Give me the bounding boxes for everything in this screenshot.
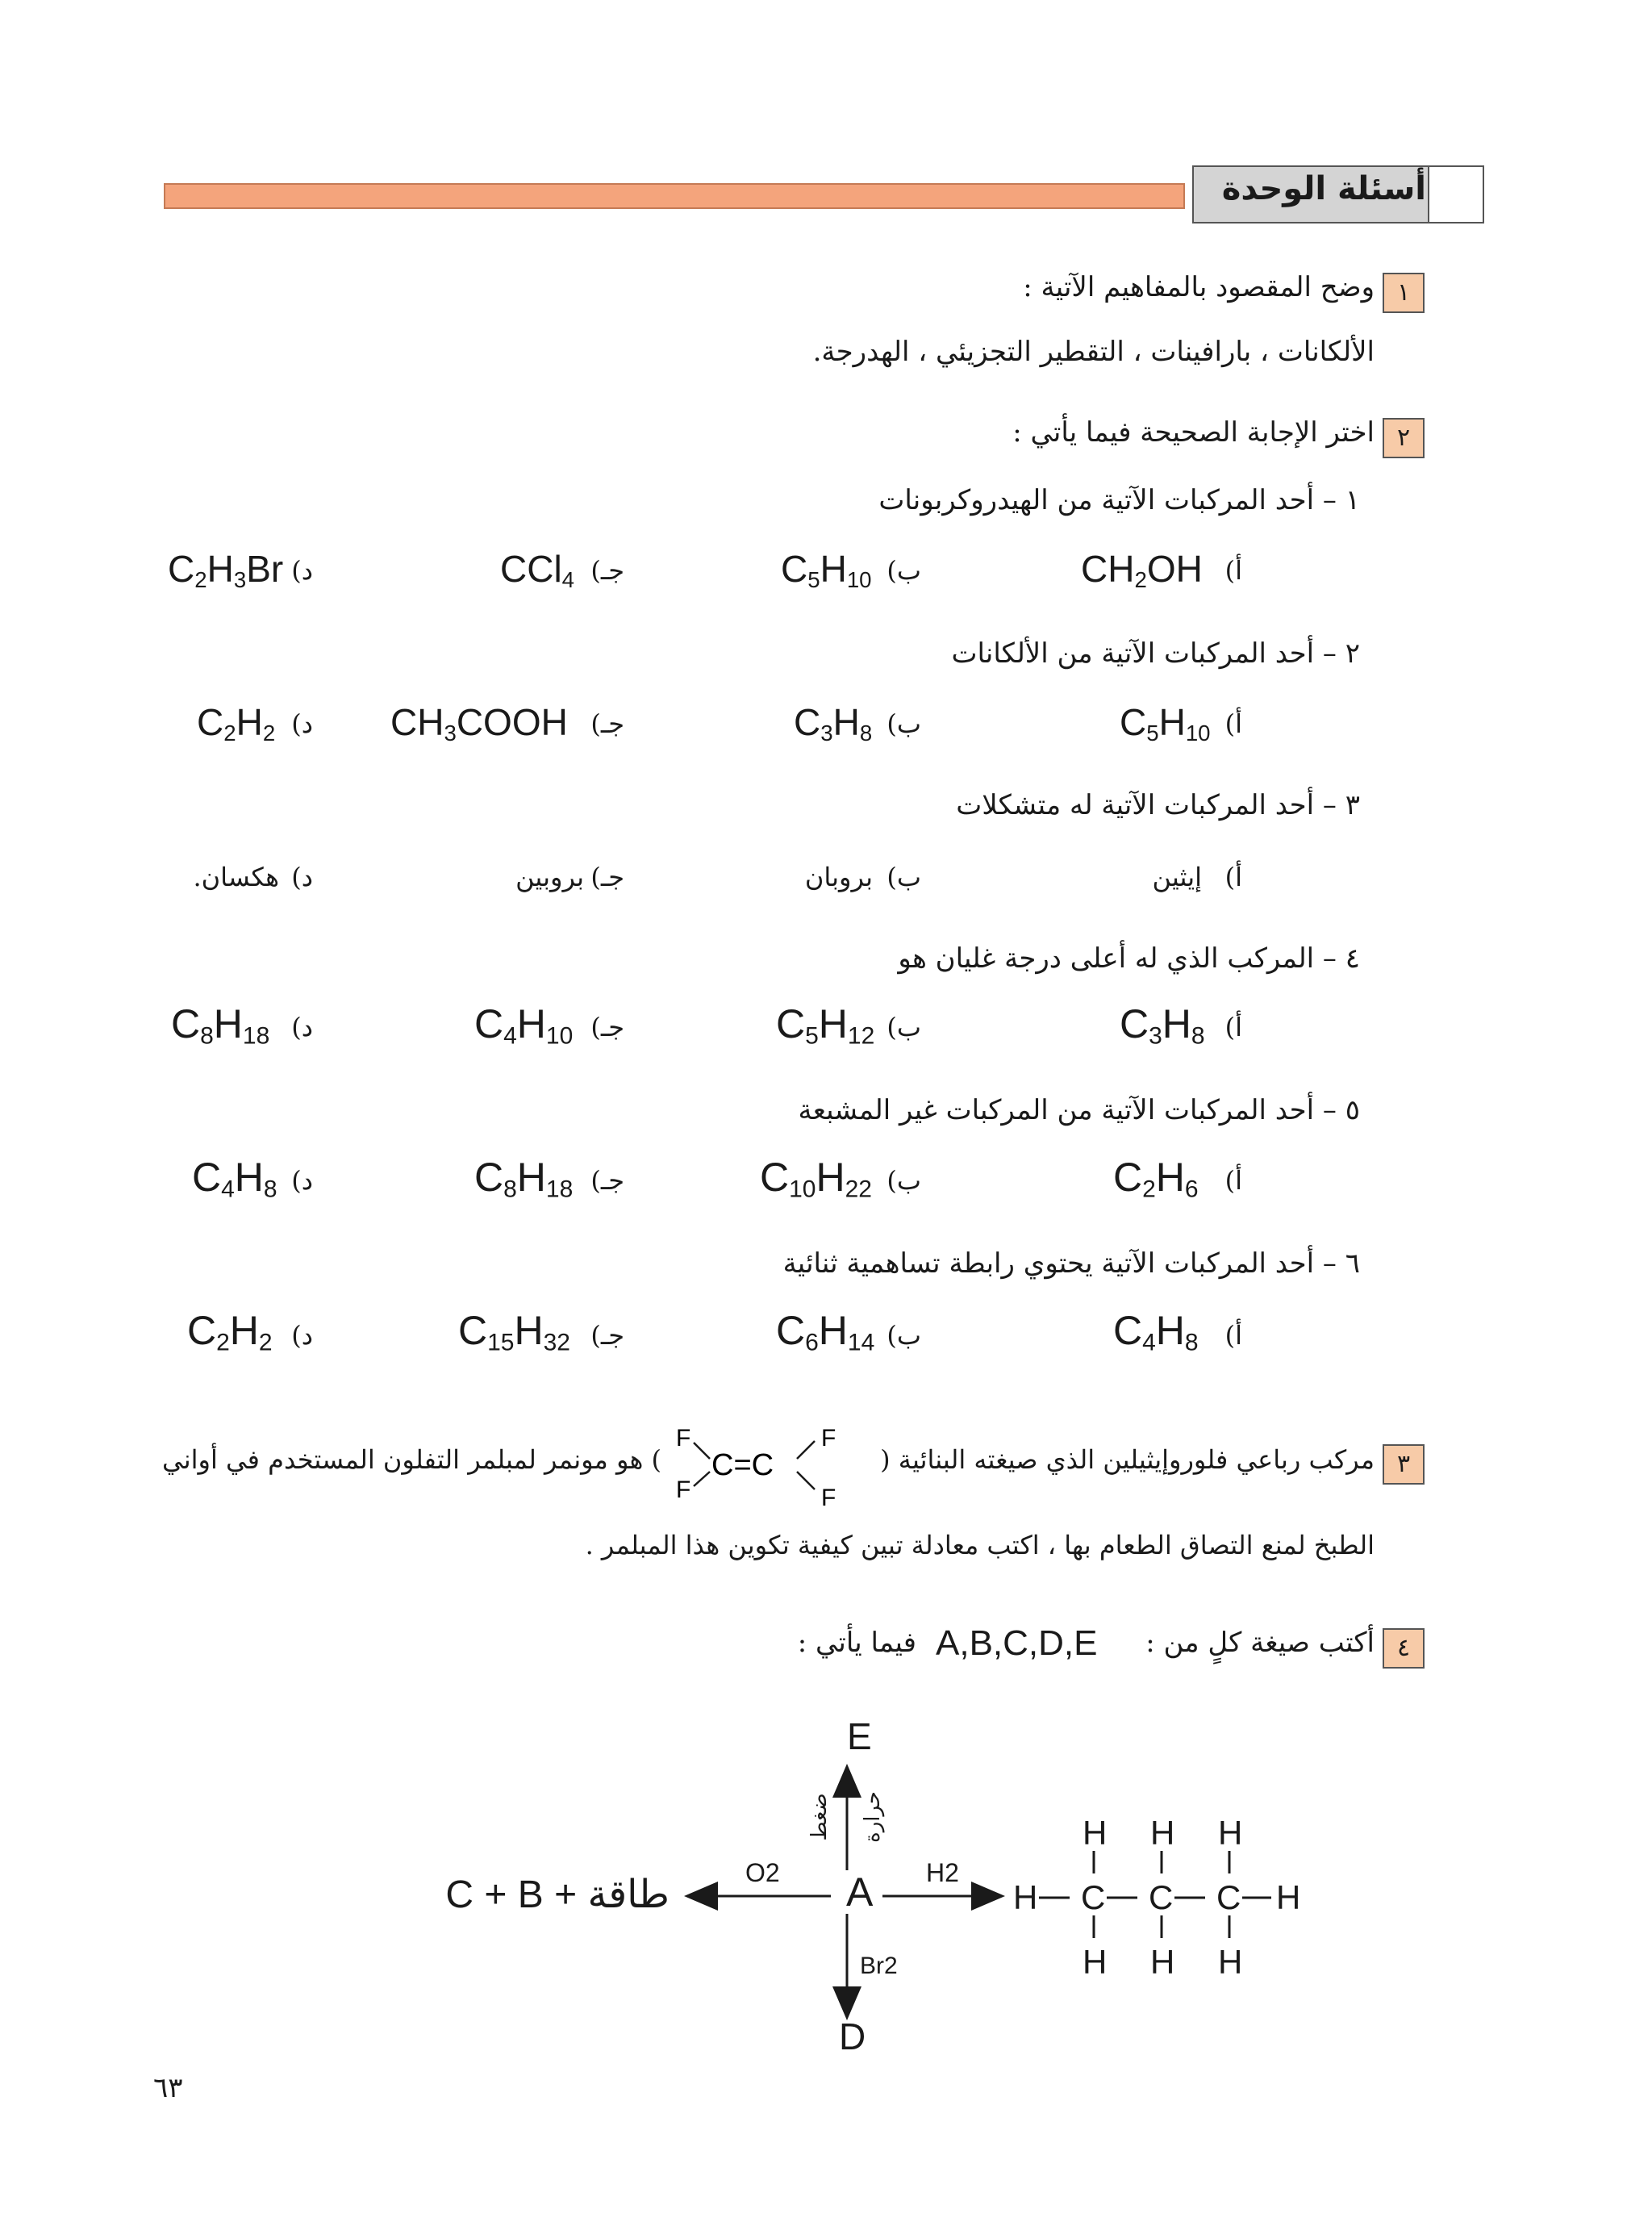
option-c-formula: CCl$_4$ [500, 548, 575, 592]
q4-prompt-a: أكتب صيغة كلٍ من : [1145, 1627, 1375, 1659]
q4-letters: A,B,C,D,E [936, 1623, 1098, 1663]
option-c-letter: جـ) [590, 1012, 624, 1042]
option-d-letter: د) [291, 862, 313, 892]
option-d-formula: $C_2H_2$ [197, 701, 276, 746]
q2-prompt: اختر الإجابة الصحيحة فيما يأتي : [1012, 416, 1375, 449]
hydrogen-atom: H [1150, 1814, 1175, 1852]
option-b-letter: ب) [886, 1320, 921, 1351]
carbon-atom: C [1149, 1878, 1174, 1916]
header-bar [164, 183, 1185, 209]
hydrogen-atom: H [1276, 1878, 1301, 1916]
fluorine-atom-bottom-right: F [821, 1485, 836, 1511]
option-c-formula: $C_{15}H_{32}$ [458, 1308, 570, 1356]
conditions-label [807, 1793, 832, 1840]
option-d-text: هكسان. [193, 862, 279, 892]
fluorine-atom-bottom-left: F [676, 1477, 691, 1503]
q2-item3-stem: ٣ – أحد المركبات الآتية له متشكلات [956, 789, 1360, 821]
option-b-letter: ب) [886, 708, 921, 739]
option-b-letter: ب) [886, 1165, 921, 1196]
option-a-letter: أ) [1224, 1012, 1242, 1042]
option-d-letter: د) [291, 555, 313, 586]
option-a-letter: أ) [1224, 862, 1242, 892]
option-a-formula: $CH_2OH$ [1081, 548, 1203, 592]
option-c-formula: $C_4H_{10}$ [474, 1001, 574, 1050]
page-title: أسئلة الوحدة [1221, 170, 1426, 207]
hydrogen-atom: H [1083, 1814, 1108, 1852]
q3-text-part-a: مركب رباعي فلوروإيثيلين الذي صيغته البنائية ( [880, 1444, 1375, 1475]
option-b-letter: ب) [886, 862, 921, 892]
pressure-label: ضغط [807, 1793, 832, 1841]
bond-line [797, 1472, 815, 1489]
q2-item6-stem: ٦ – أحد المركبات الآتية يحتوي رابطة تساهمية ثنائية [782, 1247, 1360, 1280]
hydrogen-reagent: H2 [926, 1858, 959, 1887]
tetrafluoroethylene-structure [661, 1417, 863, 1514]
compound-a: A [846, 1869, 874, 1915]
bond-line [694, 1443, 710, 1459]
option-d-letter: د) [291, 1012, 313, 1042]
q2-item2-stem: ٢ – أحد المركبات الآتية من الألكانات [951, 637, 1360, 670]
carbon-atom: C [1081, 1878, 1106, 1916]
option-d-letter: د) [291, 1320, 313, 1351]
heat-label: حرارة [861, 1791, 885, 1843]
bromine-reagent: Br2 [860, 1953, 898, 1979]
q3-line2: الطبخ لمنع التصاق الطعام بها ، اكتب معادلة تبين كيفية تكوين هذا المبلمر . [585, 1530, 1375, 1560]
option-a-text: إيثين [1152, 862, 1202, 892]
option-b-formula: $C_5H_{12}$ [776, 1001, 875, 1050]
option-c-text: بروبين [515, 862, 584, 892]
option-b-letter: ب) [886, 1012, 921, 1042]
option-b-letter: ب) [886, 555, 921, 586]
option-c-letter: جـ) [590, 708, 624, 739]
question-number-3: ٣ [1383, 1444, 1425, 1485]
question-number-4: ٤ [1383, 1628, 1425, 1669]
hydrogen-atom: H [1218, 1943, 1243, 1981]
question-number-1: ١ [1383, 273, 1425, 313]
q2-item4-stem: ٤ – المركب الذي له أعلى درجة غليان هو [898, 942, 1360, 975]
option-a-formula: $C_5H_{10}$ [1120, 701, 1211, 746]
q3-text-part-b: ) هو مونمر لمبلمر التفلون المستخدم في أواني [162, 1444, 661, 1475]
option-c-letter: جـ) [590, 1165, 624, 1196]
propane-structure [1013, 1814, 1300, 1981]
option-d-letter: د) [291, 708, 313, 739]
option-a-letter: أ) [1224, 555, 1242, 586]
q4-prompt-b: فيما يأتي : [797, 1627, 916, 1659]
q1-prompt: وضح المقصود بالمفاهيم الآتية : [1023, 271, 1375, 303]
q2-item5-stem: ٥ – أحد المركبات الآتية من المركبات غير المشبعة [798, 1094, 1360, 1126]
q2-item1-stem: ١ – أحد المركبات الآتية من الهيدروكربونات [878, 484, 1360, 516]
option-a-formula: $C_2H_6$ [1113, 1155, 1199, 1203]
option-c-letter: جـ) [590, 555, 624, 586]
option-a-letter: أ) [1224, 708, 1242, 739]
double-bond-formula: C=C [711, 1448, 774, 1482]
q1-concepts: الألكانات ، بارافينات ، التقطير التجزيئي ، الهدرجة. [812, 336, 1375, 368]
question-number-2: ٢ [1383, 418, 1425, 458]
option-c-formula: $CH_3COOH$ [390, 701, 568, 746]
bond-line [797, 1441, 815, 1459]
option-b-formula: $C_5H_{10}$ [781, 548, 872, 592]
compound-e: E [847, 1715, 872, 1757]
option-d-formula: $C_2H_2$ [187, 1308, 273, 1356]
hydrogen-atom: H [1218, 1814, 1243, 1852]
hydrogen-atom: H [1013, 1878, 1038, 1916]
fluorine-atom-top-right: F [821, 1425, 836, 1452]
conditions-label [861, 1791, 885, 1843]
option-c-letter: جـ) [590, 862, 624, 892]
combustion-products: C + B + طاقة [445, 1873, 670, 1916]
hydrogen-atom: H [1083, 1943, 1108, 1981]
option-a-letter: أ) [1224, 1320, 1242, 1351]
option-d-formula: $C_2H_3Br$ [168, 548, 284, 592]
hydrogen-atom: H [1150, 1943, 1175, 1981]
option-b-formula: $C_{10}H_{22}$ [760, 1155, 872, 1203]
option-a-formula: $C_4H_8$ [1113, 1308, 1199, 1356]
option-c-formula: $C_8H_{18}$ [474, 1155, 574, 1203]
fluorine-atom-top-left: F [676, 1425, 691, 1452]
page-number: ٦٣ [153, 2072, 183, 2104]
option-b-formula: $C_3H_8$ [794, 701, 873, 746]
option-d-formula: $C_4H_8$ [192, 1155, 277, 1203]
option-a-letter: أ) [1224, 1165, 1242, 1196]
oxygen-reagent: O2 [745, 1858, 780, 1887]
option-a-formula: $C_3H_8$ [1120, 1001, 1205, 1050]
option-d-formula: $C_8H_{18}$ [171, 1001, 270, 1050]
reaction-diagram [403, 1702, 1371, 2074]
option-b-text: بروبان [804, 862, 873, 892]
carbon-atom: C [1216, 1878, 1241, 1916]
option-c-letter: جـ) [590, 1320, 624, 1351]
option-b-formula: $C_6H_{14}$ [776, 1308, 875, 1356]
title-corner-box [1428, 165, 1484, 223]
compound-d: D [839, 2015, 866, 2057]
bond-line [694, 1472, 710, 1486]
option-d-letter: د) [291, 1165, 313, 1196]
